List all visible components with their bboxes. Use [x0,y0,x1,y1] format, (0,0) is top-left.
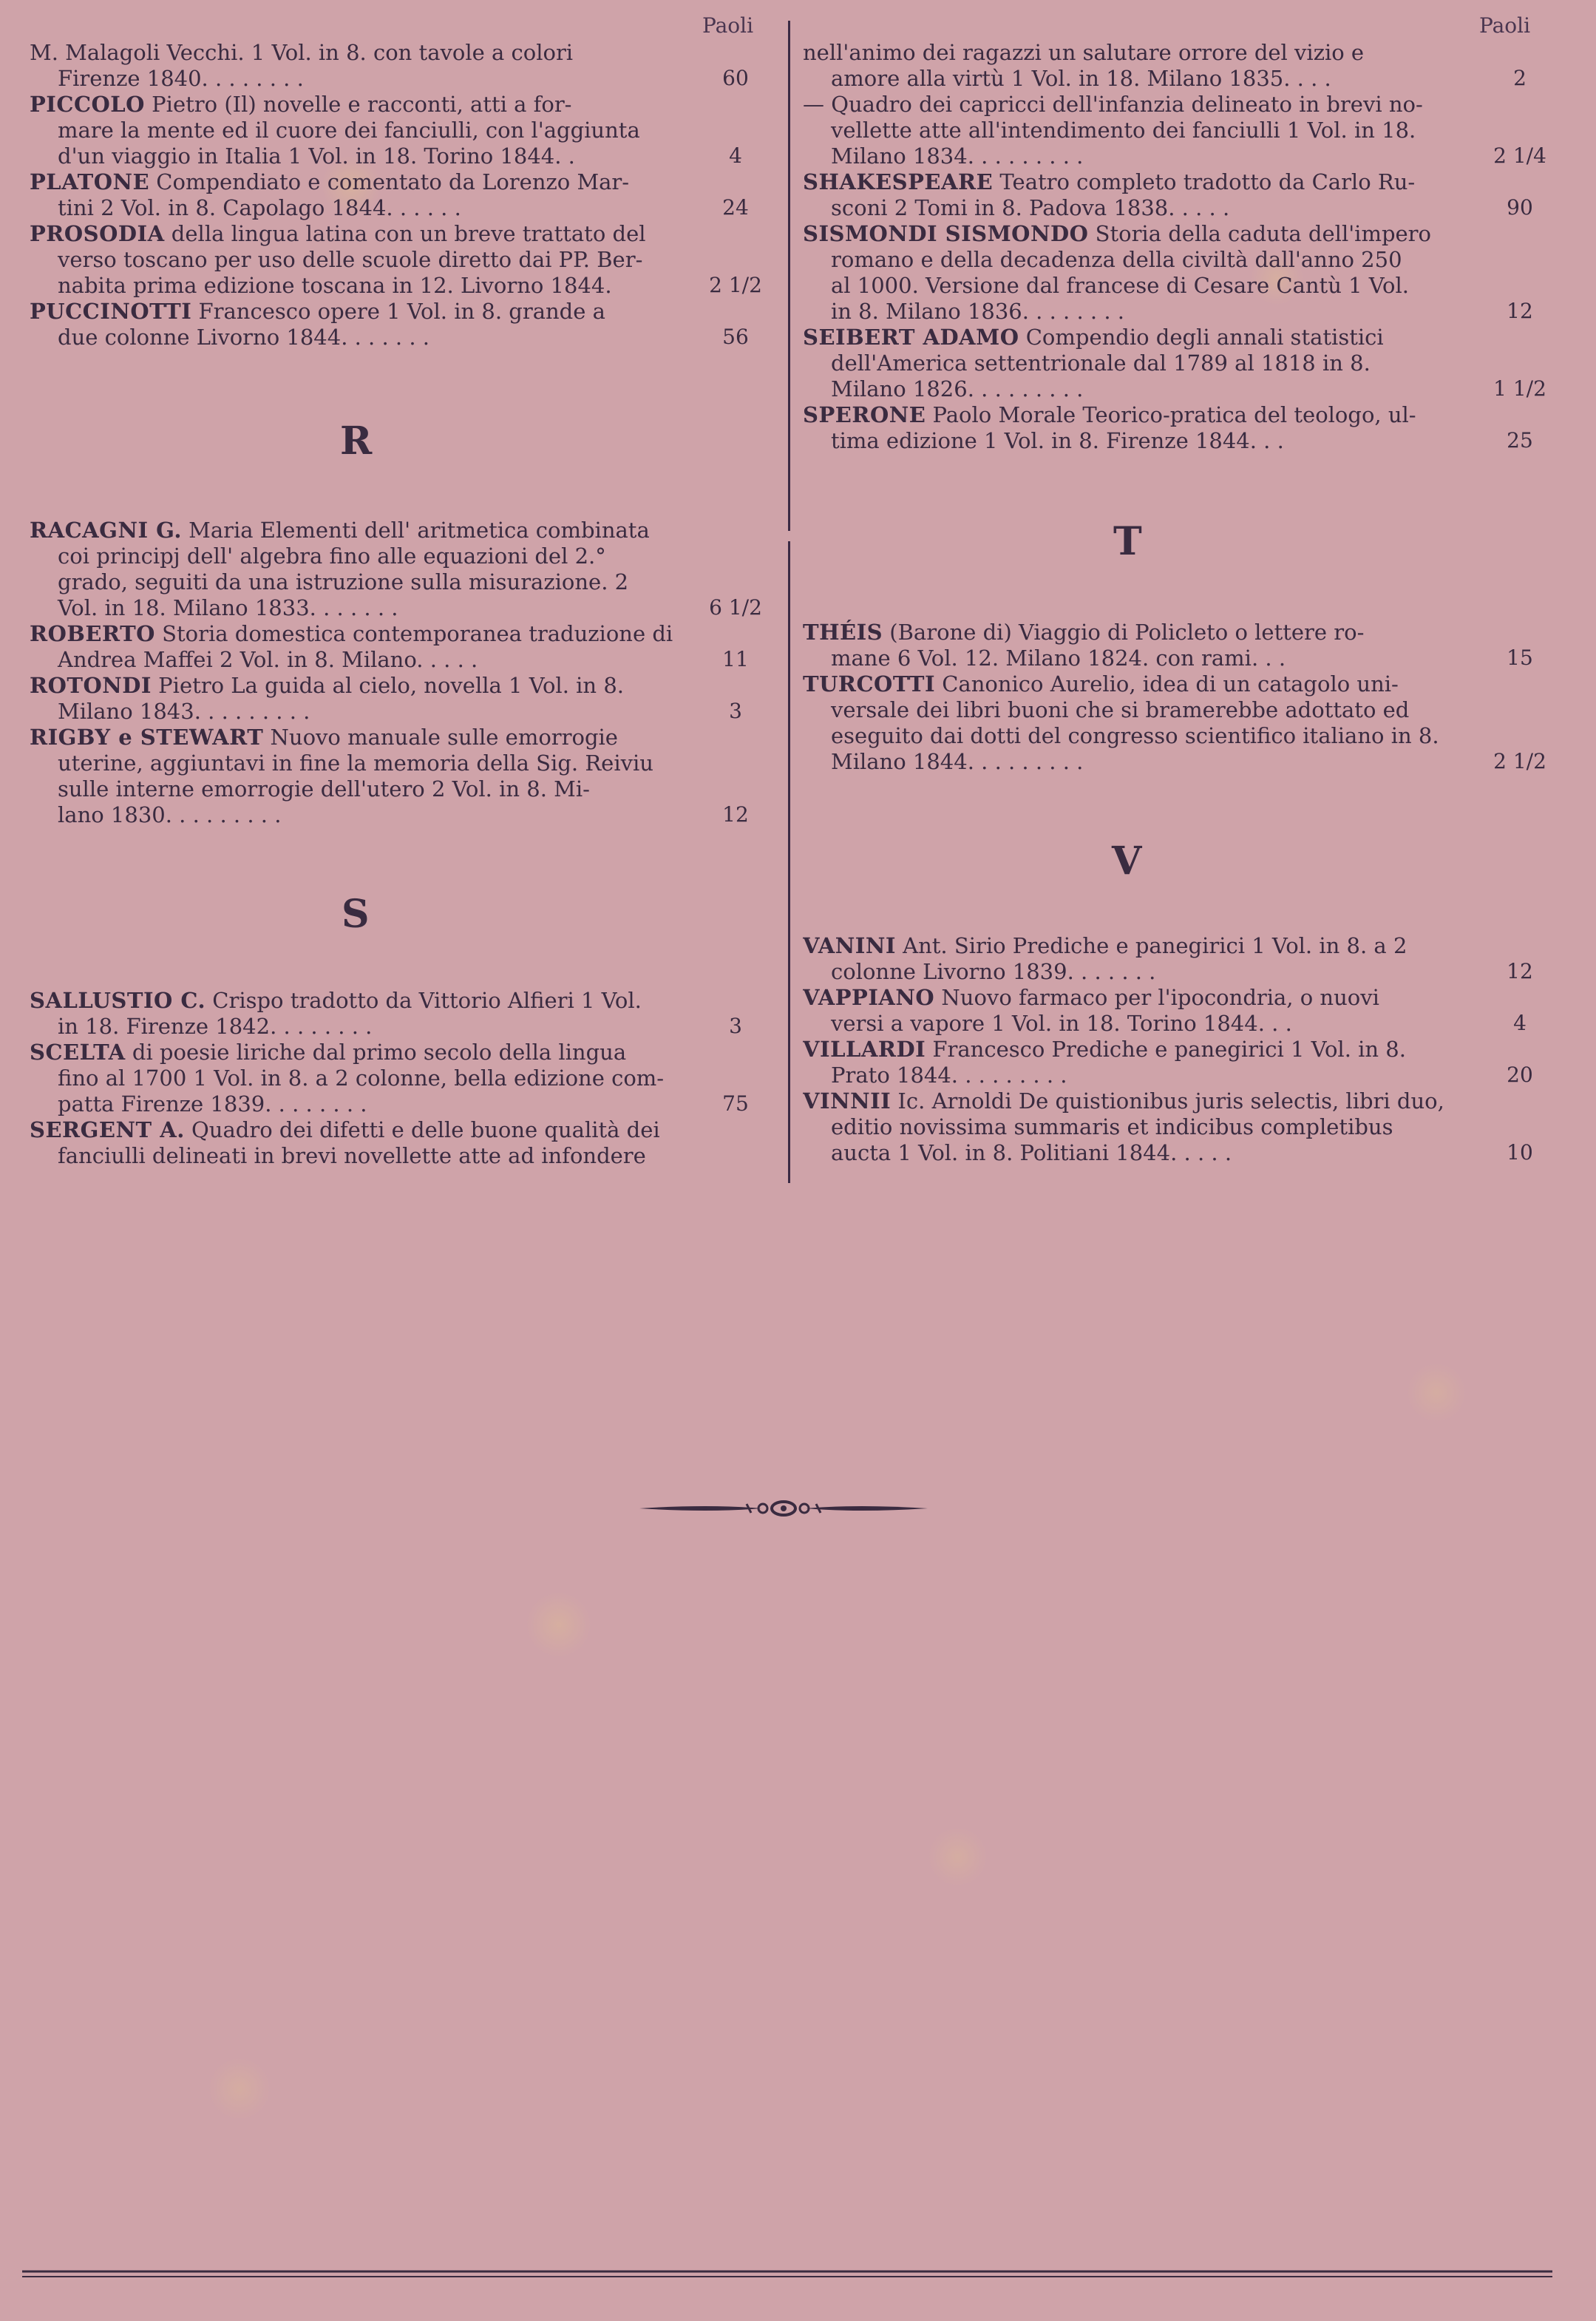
right-t-entry [803,671,1461,775]
entry-line: fino al 1700 1 Vol. in 8. a 2 colonne, bella edizione com- [58,1065,665,1091]
price-value: 11 [722,647,749,671]
right-entry [803,92,1461,169]
price-value: 90 [1507,195,1533,220]
right-entry [803,402,1461,454]
price-value: 2 1/2 [1493,749,1546,773]
price-value: 20 [1507,1063,1533,1087]
column-divider-lower [788,541,790,1183]
right-v-entry [803,985,1461,1037]
left-entry [30,221,680,299]
entry-line: versi a vapore 1 Vol. in 18. Torino 1844. . . [831,1011,1292,1036]
left-r-entry [30,673,680,725]
entry-line: VANINI Ant. Sirio Prediche e panegirici 1 Vol. in 8. a 2 [803,933,1407,958]
right-entry [803,169,1461,221]
entry-line: Milano 1826. . . . . . . . . [831,376,1084,401]
left-entry [30,299,680,350]
entry-line: eseguito dai dotti del congresso scientifico italiano in 8. [831,723,1439,748]
right-entry [803,325,1461,402]
price-value: 56 [722,325,749,349]
price-value: 4 [1513,1011,1527,1035]
entry-line: vellette atte all'intendimento dei fanciulli 1 Vol. in 18. [831,118,1416,143]
section-letter-r: R [340,419,373,464]
entry-line: PROSODIA della lingua latina con un breve trattato del [30,221,646,246]
price-value: 3 [729,1014,742,1038]
left-entry [30,92,680,169]
entry-line: versale dei libri buoni che si bramerebbe adottato ed [831,697,1410,722]
left-s-entry [30,988,680,1040]
entry-line: nell'animo dei ragazzi un salutare orrore del vizio e [803,40,1365,65]
entry-line: coi principj dell' algebra fino alle equazioni del 2.° [58,543,606,569]
price-value: 12 [1507,299,1533,323]
entry-line: VINNII Ic. Arnoldi De quistionibus juris selectis, libri duo, [803,1088,1444,1114]
right-entry [803,221,1461,325]
entry-line: Milano 1843. . . . . . . . . [58,699,310,724]
price-value: 75 [722,1091,749,1116]
right-v-entry [803,1088,1461,1166]
column-divider-upper [788,21,790,531]
entry-line: Milano 1834. . . . . . . . . [831,143,1084,169]
entry-line: nabita prima edizione toscana in 12. Livorno 1844. [58,273,612,298]
section-letter-v: V [1112,838,1142,884]
price-value: 3 [729,699,742,723]
entry-line: tima edizione 1 Vol. in 8. Firenze 1844. . . [831,428,1284,453]
section-letter-t: T [1113,519,1142,564]
price-value: 1 1/2 [1493,376,1546,401]
ornament-divider [636,1494,931,1523]
price-value: 15 [1507,646,1533,670]
price-value: 2 [1513,66,1527,90]
price-value: 25 [1507,428,1533,453]
entry-line: fanciulli delineati in brevi novellette atte ad infondere [58,1143,646,1168]
entry-line: due colonne Livorno 1844. . . . . . . [58,325,430,350]
right-entry [803,40,1461,92]
entry-line: in 8. Milano 1836. . . . . . . . [831,299,1125,324]
entry-line: VAPPIANO Nuovo farmaco per l'ipocondria, o nuovi [803,985,1379,1010]
entry-line: ROBERTO Storia domestica contemporanea traduzione di [30,621,673,646]
entry-line: Vol. in 18. Milano 1833. . . . . . . [58,595,398,620]
left-s-entry [30,1040,680,1117]
price-value: 12 [722,802,749,827]
left-entry [30,40,680,92]
entry-line: romano e della decadenza della civiltà dall'anno 250 [831,247,1402,272]
price-value: 2 1/4 [1493,143,1546,168]
right-v-entry [803,933,1461,985]
right-v-entry [803,1037,1461,1088]
entry-line: Prato 1844. . . . . . . . . [831,1063,1067,1088]
paoli-header-left: Paoli [702,13,754,38]
entry-line: RIGBY e STEWART Nuovo manuale sulle emorrogie [30,725,618,750]
entry-line: colonne Livorno 1839. . . . . . . [831,959,1156,984]
price-value: 24 [722,195,749,220]
entry-line: SISMONDI SISMONDO Storia della caduta dell'impero [803,221,1432,246]
entry-line: sconi 2 Tomi in 8. Padova 1838. . . . . [831,195,1230,220]
entry-line: editio novissima summaris et indicibus completibus [831,1114,1393,1139]
paoli-header-right: Paoli [1479,13,1531,38]
entry-line: PLATONE Compendiato e comentato da Lorenzo Mar- [30,169,630,194]
entry-line: d'un viaggio in Italia 1 Vol. in 18. Torino 1844. . [58,143,575,169]
entry-line: VILLARDI Francesco Prediche e panegirici 1 Vol. in 8. [803,1037,1406,1062]
entry-line: tini 2 Vol. in 8. Capolago 1844. . . . . . [58,195,461,220]
entry-line: grado, seguiti da una istruzione sulla misurazione. 2 [58,569,629,594]
entry-line: SERGENT A. Quadro dei difetti e delle buone qualità dei [30,1117,660,1142]
left-r-entry [30,621,680,673]
left-r-entry [30,725,680,828]
entry-line: RACAGNI G. Maria Elementi dell' aritmetica combinata [30,518,650,543]
left-s-entry [30,1117,680,1169]
entry-line: SEIBERT ADAMO Compendio degli annali statistici [803,325,1384,350]
entry-line: al 1000. Versione dal francese di Cesare Cantù 1 Vol. [831,273,1410,298]
bottom-double-rule [0,2270,1596,2279]
entry-line: THÉIS (Barone di) Viaggio di Policleto o lettere ro- [803,620,1365,645]
entry-line: TURCOTTI Canonico Aurelio, idea di un catagolo uni- [803,671,1399,697]
left-r-entry [30,518,680,621]
entry-line: PUCCINOTTI Francesco opere 1 Vol. in 8. grande a [30,299,605,324]
entry-line: SALLUSTIO C. Crispo tradotto da Vittorio Alfieri 1 Vol. [30,988,642,1013]
right-t-entry [803,620,1461,671]
entry-line: SCELTA di poesie liriche dal primo secolo della lingua [30,1040,627,1065]
price-value: 12 [1507,959,1533,983]
entry-line: Firenze 1840. . . . . . . . [58,66,304,91]
entry-line: amore alla virtù 1 Vol. in 18. Milano 1835. . . . [831,66,1331,91]
entry-line: — Quadro dei capricci dell'infanzia delineato in brevi no- [803,92,1423,117]
entry-line: SHAKESPEARE Teatro completo tradotto da Carlo Ru- [803,169,1416,194]
entry-line: Milano 1844. . . . . . . . . [831,749,1084,774]
price-value: 4 [729,143,742,168]
entry-line: aucta 1 Vol. in 8. Politiani 1844. . . . . [831,1140,1232,1165]
entry-line: M. Malagoli Vecchi. 1 Vol. in 8. con tavole a colori [30,40,574,65]
price-value: 6 1/2 [709,595,762,620]
entry-line: verso toscano per uso delle scuole diretto dai PP. Ber- [58,247,643,272]
left-entry [30,169,680,221]
entry-line: mane 6 Vol. 12. Milano 1824. con rami. . . [831,646,1286,671]
entry-line: SPERONE Paolo Morale Teorico-pratica del teologo, ul- [803,402,1416,427]
price-value: 60 [722,66,749,90]
section-letter-s: S [342,892,370,937]
price-value: 2 1/2 [709,273,762,297]
entry-line: lano 1830. . . . . . . . . [58,802,282,827]
entry-line: PICCOLO Pietro (Il) novelle e racconti, atti a for- [30,92,572,117]
entry-line: patta Firenze 1839. . . . . . . . [58,1091,367,1117]
entry-line: ROTONDI Pietro La guida al cielo, novella 1 Vol. in 8. [30,673,624,698]
entry-line: Andrea Maffei 2 Vol. in 8. Milano. . . . . [58,647,478,672]
entry-line: in 18. Firenze 1842. . . . . . . . [58,1014,373,1039]
entry-line: mare la mente ed il cuore dei fanciulli, con l'aggiunta [58,118,640,143]
entry-line: sulle interne emorrogie dell'utero 2 Vol. in 8. Mi- [58,776,590,802]
entry-line: dell'America settentrionale dal 1789 al 1818 in 8. [831,350,1371,376]
price-value: 10 [1507,1140,1533,1165]
entry-line: uterine, aggiuntavi in fine la memoria della Sig. Reiviu [58,750,653,776]
